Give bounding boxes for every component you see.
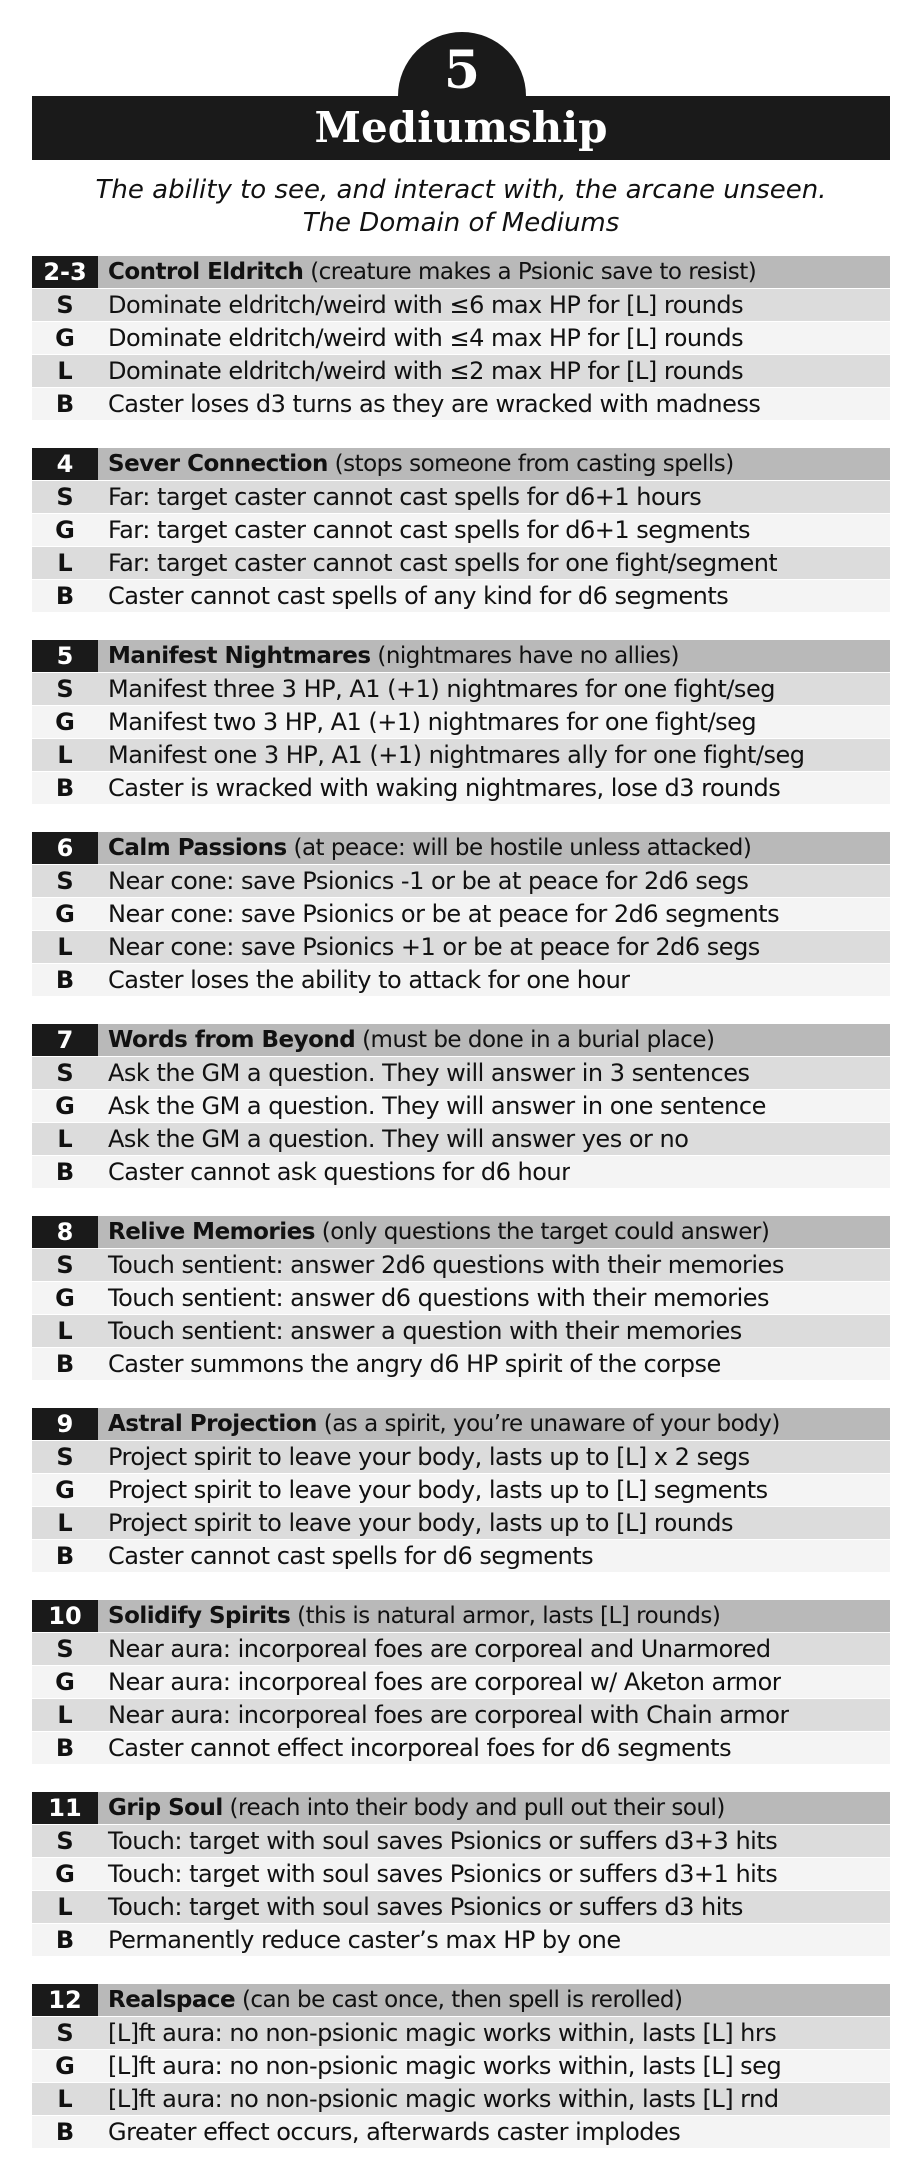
spell-note: (reach into their body and pull out their soul) — [229, 1795, 725, 1821]
effect-key: L — [57, 741, 73, 769]
effect-text: Ask the GM a question. They will answer yes or no — [108, 1125, 689, 1153]
effect-row — [32, 322, 890, 354]
spell-block — [32, 1408, 890, 1568]
effect-text: Far: target caster cannot cast spells for one fight/segment — [108, 549, 778, 577]
effect-row — [32, 1348, 890, 1380]
effect-row — [32, 2050, 890, 2082]
effect-text: Touch sentient: answer d6 questions with their memories — [108, 1284, 770, 1312]
spell-header — [32, 448, 890, 480]
spell-block — [32, 640, 890, 800]
effect-row — [32, 580, 890, 612]
effect-text: Greater effect occurs, afterwards caster implodes — [108, 2118, 681, 2146]
effect-key: G — [55, 1668, 75, 1696]
effect-text: Permanently reduce caster’s max HP by one — [108, 1926, 621, 1954]
effect-text: Near aura: incorporeal foes are corporeal and Unarmored — [108, 1635, 771, 1663]
effect-key: G — [55, 2052, 75, 2080]
effect-row — [32, 1858, 890, 1890]
effect-row — [32, 1315, 890, 1347]
spell-name: Control Eldritch — [108, 259, 304, 285]
spell-title — [98, 1216, 769, 1248]
effect-key: L — [57, 1893, 73, 1921]
spell-block — [32, 1792, 890, 1952]
effect-key: S — [56, 1443, 74, 1471]
spell-roll: 2-3 — [32, 256, 98, 288]
spell-roll: 9 — [32, 1408, 98, 1440]
spell-name: Astral Projection — [108, 1411, 317, 1437]
effect-row — [32, 1057, 890, 1089]
spell-note: (this is natural armor, lasts [L] rounds) — [297, 1603, 721, 1629]
spell-header — [32, 256, 890, 288]
effect-row — [32, 355, 890, 387]
spell-note: (can be cast once, then spell is rerolled) — [241, 1987, 683, 2013]
effect-row — [32, 388, 890, 420]
effect-text: Ask the GM a question. They will answer in 3 sentences — [108, 1059, 750, 1087]
effect-key: G — [55, 900, 75, 928]
effect-key: G — [55, 1284, 75, 1312]
spell-roll: 6 — [32, 832, 98, 864]
effect-key: G — [55, 1476, 75, 1504]
header — [0, 0, 922, 160]
effect-row — [32, 1507, 890, 1539]
effect-row — [32, 964, 890, 996]
effect-key: G — [55, 1092, 75, 1120]
spell-roll: 7 — [32, 1024, 98, 1056]
effect-row — [32, 1123, 890, 1155]
spell-name: Sever Connection — [108, 451, 328, 477]
effect-text: Manifest three 3 HP, A1 (+1) nightmares for one fight/seg — [108, 675, 775, 703]
spell-block — [32, 448, 890, 608]
spell-name: Relive Memories — [108, 1219, 315, 1245]
effect-key: B — [55, 1926, 75, 1954]
effect-text: [L]ft aura: no non-psionic magic works within, lasts [L] hrs — [108, 2019, 777, 2047]
effect-text: Manifest two 3 HP, A1 (+1) nightmares for one fight/seg — [108, 708, 757, 736]
spell-title — [98, 1792, 725, 1824]
spell-roll: 11 — [32, 1792, 98, 1824]
spell-note: (nightmares have no allies) — [377, 643, 679, 669]
spell-header — [32, 1216, 890, 1248]
effect-key: L — [57, 933, 73, 961]
effect-text: Far: target caster cannot cast spells for d6+1 hours — [108, 483, 702, 511]
spell-block — [32, 832, 890, 992]
effect-text: Touch: target with soul saves Psionics or suffers d3 hits — [108, 1893, 743, 1921]
spell-header — [32, 1792, 890, 1824]
effect-key: L — [57, 357, 73, 385]
effect-row — [32, 1699, 890, 1731]
spell-header — [32, 832, 890, 864]
effect-key: B — [55, 390, 75, 418]
effect-key: G — [55, 516, 75, 544]
effect-key: S — [56, 1635, 74, 1663]
effect-text: Manifest one 3 HP, A1 (+1) nightmares ally for one fight/seg — [108, 741, 805, 769]
effect-text: Caster cannot cast spells for d6 segments — [108, 1542, 594, 1570]
spell-note: (must be done in a burial place) — [362, 1027, 715, 1053]
spell-header — [32, 1984, 890, 2016]
effect-text: Dominate eldritch/weird with ≤2 max HP for [L] rounds — [108, 357, 744, 385]
effect-key: G — [55, 324, 75, 352]
effect-row — [32, 1825, 890, 1857]
effect-row — [32, 2116, 890, 2148]
spell-header — [32, 1024, 890, 1056]
effect-row — [32, 1540, 890, 1572]
spell-roll: 10 — [32, 1600, 98, 1632]
effect-row — [32, 2017, 890, 2049]
effect-text: Touch: target with soul saves Psionics or suffers d3+1 hits — [108, 1860, 778, 1888]
effect-text: Near aura: incorporeal foes are corporeal with Chain armor — [108, 1701, 789, 1729]
effect-key: L — [57, 549, 73, 577]
effect-text: Project spirit to leave your body, lasts up to [L] rounds — [108, 1509, 734, 1537]
effect-text: Caster cannot effect incorporeal foes for d6 segments — [108, 1734, 732, 1762]
effect-key: S — [56, 2019, 74, 2047]
effect-key: L — [57, 1125, 73, 1153]
effect-text: Touch sentient: answer 2d6 questions with their memories — [108, 1251, 784, 1279]
spell-title — [98, 1600, 720, 1632]
spell-name: Manifest Nightmares — [108, 643, 371, 669]
spell-name: Words from Beyond — [108, 1027, 356, 1053]
effect-text: Near cone: save Psionics -1 or be at peace for 2d6 segs — [108, 867, 749, 895]
spell-block — [32, 1024, 890, 1184]
effect-key: B — [55, 2118, 75, 2146]
effect-text: Caster cannot cast spells of any kind for d6 segments — [108, 582, 729, 610]
spell-note: (at peace: will be hostile unless attacked) — [293, 835, 752, 861]
effect-row — [32, 1282, 890, 1314]
effect-row — [32, 2083, 890, 2115]
title-banner: Mediumship — [32, 96, 890, 160]
effect-text: Project spirit to leave your body, lasts up to [L] segments — [108, 1476, 768, 1504]
spell-block — [32, 1216, 890, 1376]
spell-block — [32, 1984, 890, 2144]
spell-title — [98, 1024, 714, 1056]
effect-key: S — [56, 1251, 74, 1279]
effect-text: Far: target caster cannot cast spells for d6+1 segments — [108, 516, 751, 544]
subtitle — [0, 174, 922, 240]
spell-header — [32, 640, 890, 672]
effect-key: B — [55, 1734, 75, 1762]
spell-roll: 4 — [32, 448, 98, 480]
effect-text: Caster cannot ask questions for d6 hour — [108, 1158, 571, 1186]
spell-note: (creature makes a Psionic save to resist) — [310, 259, 757, 285]
spell-roll: 5 — [32, 640, 98, 672]
effect-text: [L]ft aura: no non-psionic magic works within, lasts [L] seg — [108, 2052, 782, 2080]
effect-text: Dominate eldritch/weird with ≤6 max HP for [L] rounds — [108, 291, 744, 319]
effect-row — [32, 706, 890, 738]
spell-roll: 8 — [32, 1216, 98, 1248]
spell-note: (as a spirit, you’re unaware of your body) — [323, 1411, 780, 1437]
spell-title — [98, 1984, 683, 2016]
effect-key: B — [55, 582, 75, 610]
effect-key: L — [57, 1509, 73, 1537]
effect-key: S — [56, 1827, 74, 1855]
spell-name: Grip Soul — [108, 1795, 223, 1821]
spell-header — [32, 1600, 890, 1632]
effect-key: L — [57, 1701, 73, 1729]
domain-number: 5 — [443, 40, 481, 101]
spell-title — [98, 448, 734, 480]
effect-text: Caster is wracked with waking nightmares, lose d3 rounds — [108, 774, 781, 802]
spell-block — [32, 1600, 890, 1760]
spell-title — [98, 832, 751, 864]
spell-note: (only questions the target could answer) — [321, 1219, 770, 1245]
effect-key: S — [56, 1059, 74, 1087]
effect-row — [32, 673, 890, 705]
effect-row — [32, 1891, 890, 1923]
effect-row — [32, 1633, 890, 1665]
effect-text: [L]ft aura: no non-psionic magic works within, lasts [L] rnd — [108, 2085, 779, 2113]
effect-text: Ask the GM a question. They will answer in one sentence — [108, 1092, 766, 1120]
effect-key: G — [55, 708, 75, 736]
spell-list — [32, 256, 890, 2176]
spell-note: (stops someone from casting spells) — [334, 451, 734, 477]
effect-key: L — [57, 2085, 73, 2113]
effect-row — [32, 514, 890, 546]
effect-key: B — [55, 1158, 75, 1186]
effect-row — [32, 289, 890, 321]
spell-title — [98, 1408, 780, 1440]
effect-key: B — [55, 1542, 75, 1570]
effect-key: S — [56, 675, 74, 703]
effect-row — [32, 1666, 890, 1698]
effect-row — [32, 1090, 890, 1122]
effect-row — [32, 547, 890, 579]
spell-header — [32, 1408, 890, 1440]
effect-row — [32, 865, 890, 897]
effect-text: Touch sentient: answer a question with their memories — [108, 1317, 742, 1345]
subtitle-line-2: The Domain of Mediums — [302, 208, 620, 238]
spell-name: Solidify Spirits — [108, 1603, 291, 1629]
effect-row — [32, 931, 890, 963]
effect-row — [32, 1732, 890, 1764]
subtitle-line-1: The ability to see, and interact with, the arcane unseen. — [95, 175, 827, 205]
effect-key: S — [56, 483, 74, 511]
effect-text: Caster summons the angry d6 HP spirit of the corpse — [108, 1350, 721, 1378]
effect-key: S — [56, 867, 74, 895]
effect-text: Near aura: incorporeal foes are corporeal w/ Aketon armor — [108, 1668, 782, 1696]
spell-title — [98, 256, 756, 288]
effect-row — [32, 739, 890, 771]
effect-text: Near cone: save Psionics or be at peace for 2d6 segments — [108, 900, 780, 928]
effect-text: Project spirit to leave your body, lasts up to [L] x 2 segs — [108, 1443, 750, 1471]
spell-roll: 12 — [32, 1984, 98, 2016]
effect-row — [32, 898, 890, 930]
effect-key: S — [56, 291, 74, 319]
effect-key: B — [55, 966, 75, 994]
spell-title — [98, 640, 679, 672]
effect-text: Caster loses the ability to attack for one hour — [108, 966, 630, 994]
effect-text: Near cone: save Psionics +1 or be at peace for 2d6 segs — [108, 933, 760, 961]
effect-key: B — [55, 774, 75, 802]
effect-text: Dominate eldritch/weird with ≤4 max HP for [L] rounds — [108, 324, 744, 352]
effect-row — [32, 772, 890, 804]
spell-block — [32, 256, 890, 416]
effect-text: Touch: target with soul saves Psionics or suffers d3+3 hits — [108, 1827, 778, 1855]
effect-key: L — [57, 1317, 73, 1345]
effect-row — [32, 1249, 890, 1281]
effect-row — [32, 1441, 890, 1473]
effect-row — [32, 1924, 890, 1956]
spell-name: Calm Passions — [108, 835, 287, 861]
effect-key: G — [55, 1860, 75, 1888]
spell-name: Realspace — [108, 1987, 236, 2013]
effect-key: B — [55, 1350, 75, 1378]
effect-row — [32, 481, 890, 513]
effect-row — [32, 1474, 890, 1506]
effect-row — [32, 1156, 890, 1188]
effect-text: Caster loses d3 turns as they are wracked with madness — [108, 390, 761, 418]
